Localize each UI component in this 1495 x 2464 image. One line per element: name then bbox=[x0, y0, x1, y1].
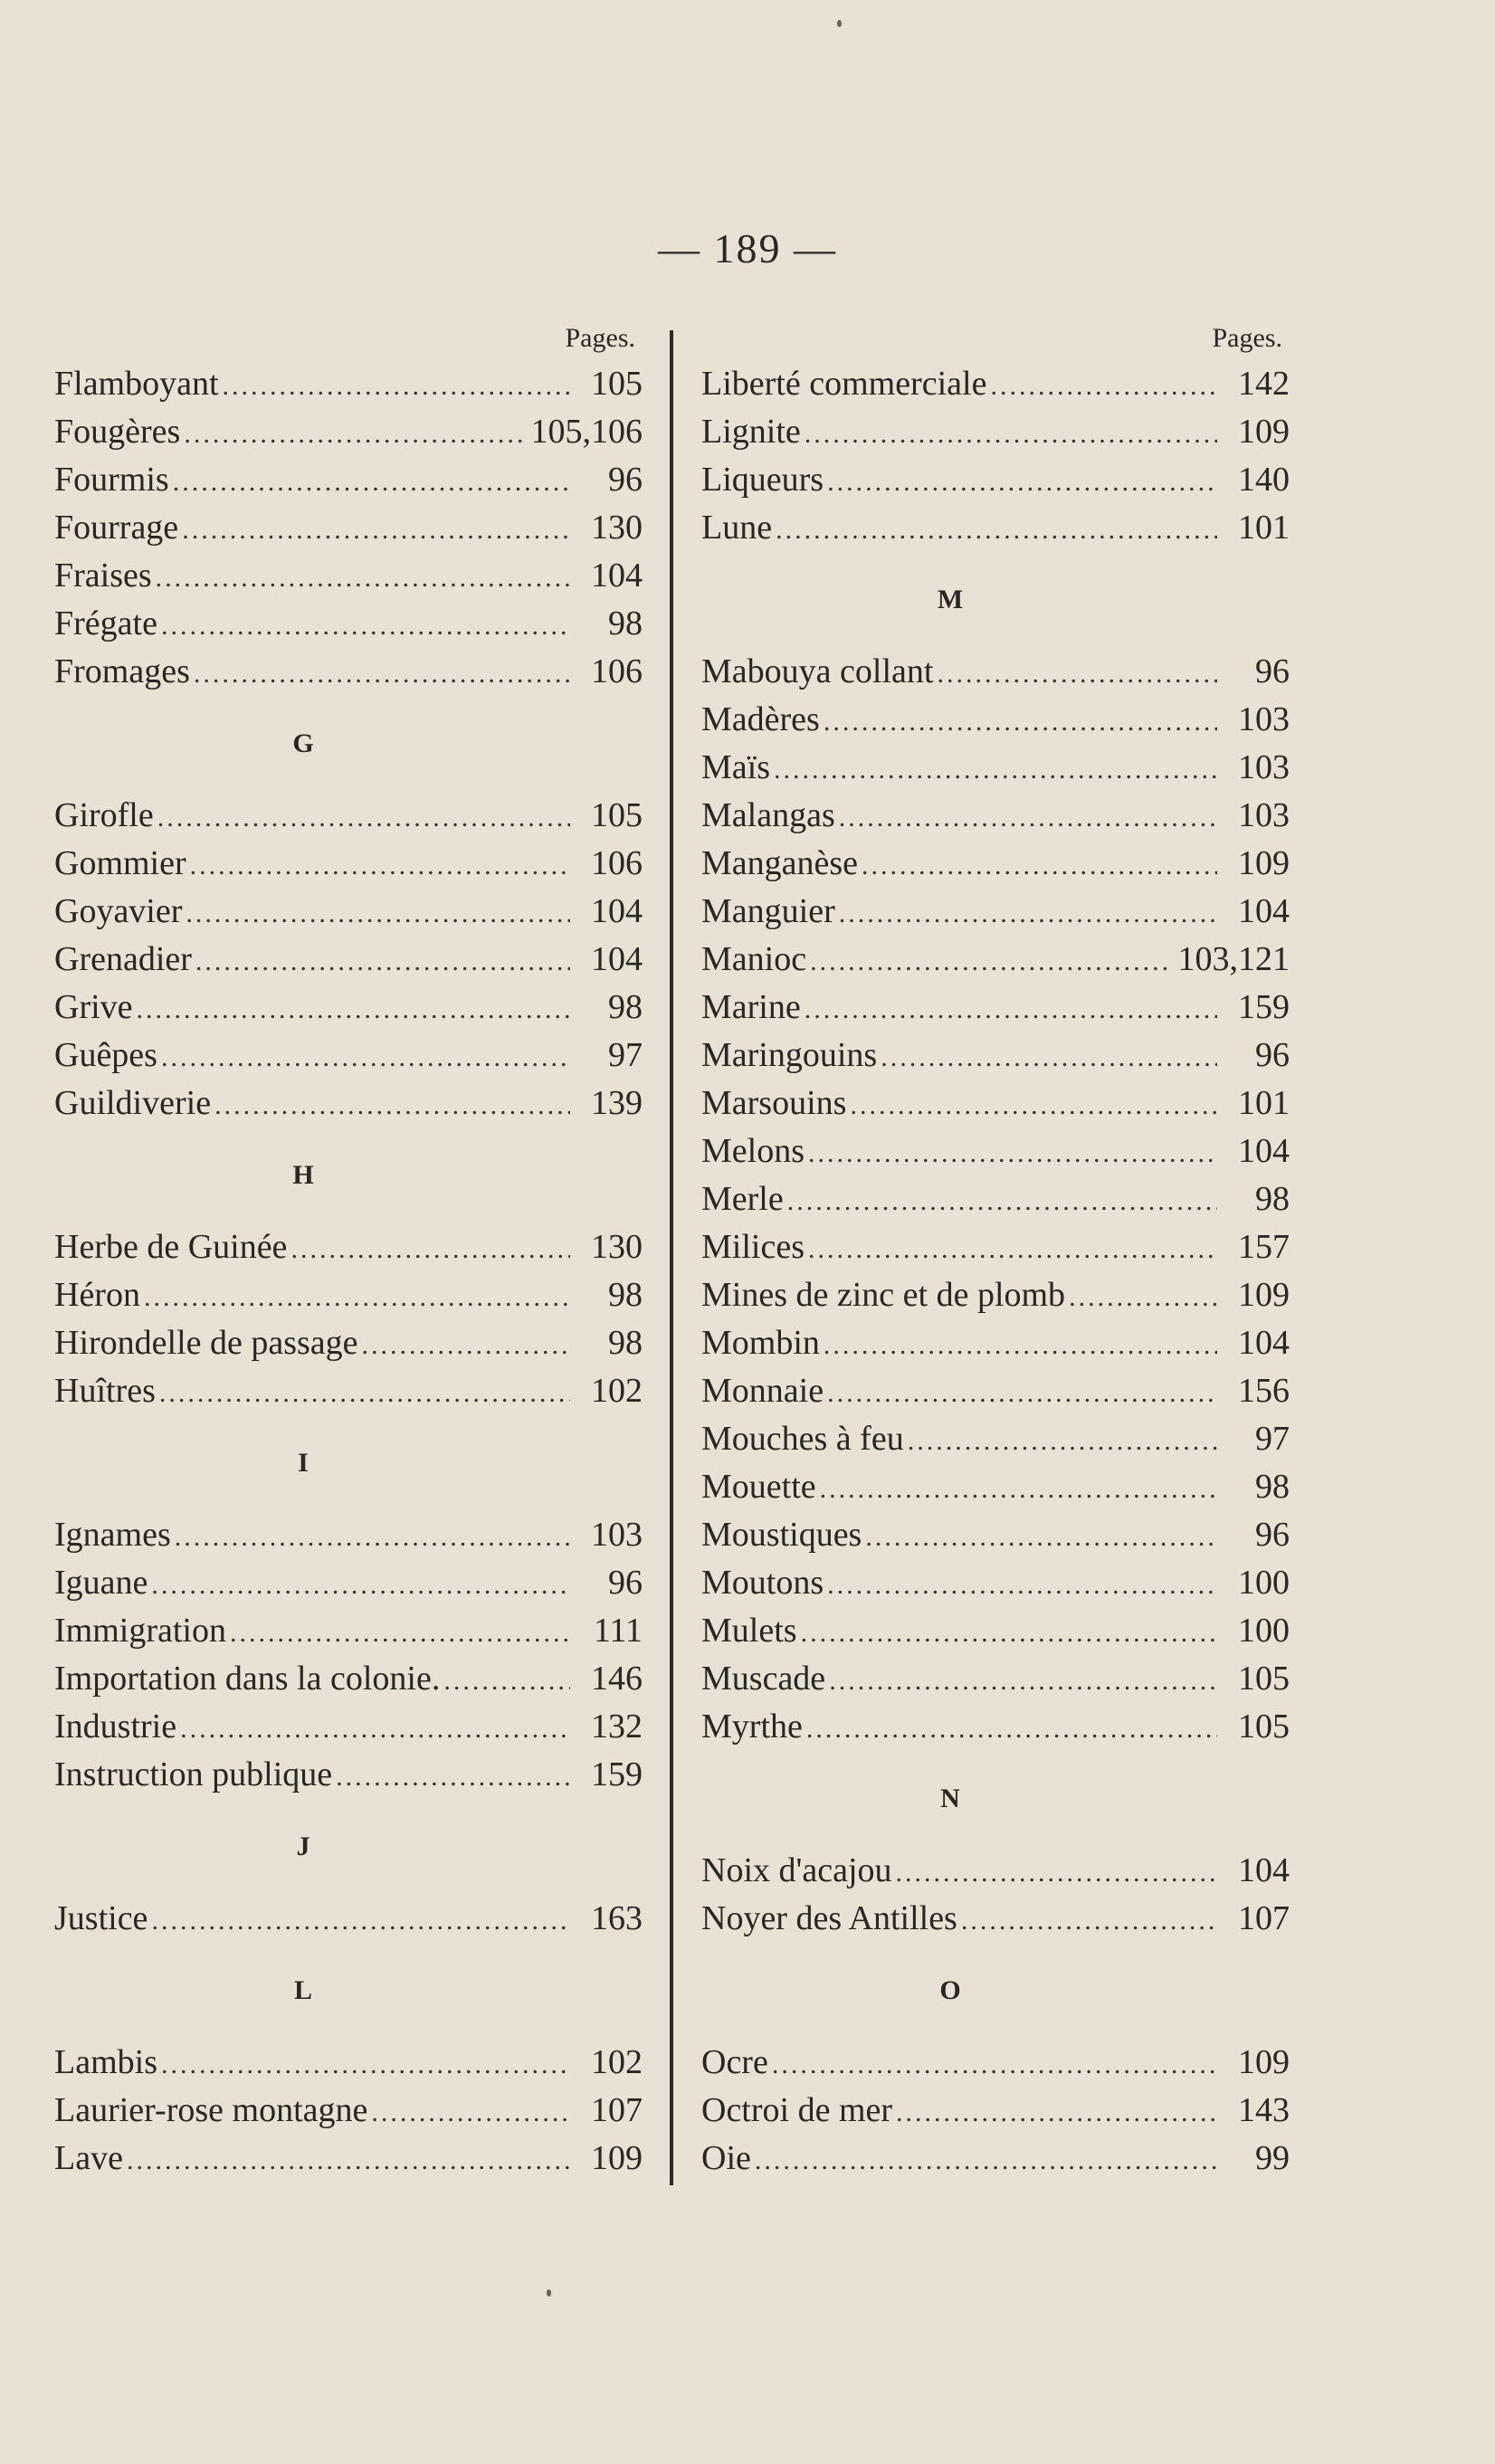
entry-pages: 139 bbox=[591, 1084, 643, 1122]
entry-term: Herbe de Guinée bbox=[54, 1228, 288, 1266]
entry-term: Lave bbox=[54, 2139, 123, 2177]
entry-term: Marine bbox=[701, 988, 801, 1026]
dot-leader bbox=[755, 2136, 1217, 2183]
dot-leader bbox=[161, 1033, 570, 1080]
entry-pages: 102 bbox=[591, 1372, 643, 1410]
index-entry bbox=[54, 552, 643, 600]
index-entry bbox=[701, 360, 1290, 408]
section-letter: J bbox=[296, 1831, 310, 1861]
entry-term: Liberté commerciale bbox=[701, 365, 987, 403]
entry-pages: 146 bbox=[591, 1660, 643, 1698]
index-entry bbox=[54, 1511, 643, 1559]
index-column-left bbox=[54, 317, 643, 2183]
index-entry bbox=[701, 1127, 1290, 1175]
entry-term: Guildiverie bbox=[54, 1084, 212, 1122]
index-entry bbox=[54, 888, 643, 936]
entry-term: Noix d'acajou bbox=[701, 1851, 892, 1889]
index-entry bbox=[701, 1559, 1290, 1607]
entry-term: Fougères bbox=[54, 413, 181, 451]
index-entry bbox=[54, 1032, 643, 1080]
index-entry bbox=[54, 1367, 643, 1415]
index-entry bbox=[54, 984, 643, 1032]
entry-term: Flamboyant bbox=[54, 365, 219, 403]
index-entry bbox=[701, 456, 1290, 504]
index-entry bbox=[54, 504, 643, 552]
dot-leader bbox=[186, 890, 570, 936]
entry-term: Moustiques bbox=[701, 1516, 862, 1554]
entry-pages: 142 bbox=[1238, 365, 1290, 403]
section-letter: M bbox=[937, 585, 964, 614]
entry-pages: 97 bbox=[608, 1036, 643, 1074]
entry-pages: 102 bbox=[591, 2043, 643, 2081]
entry-term: Mombin bbox=[701, 1324, 820, 1362]
index-entry bbox=[54, 408, 643, 456]
index-entry bbox=[701, 1703, 1290, 1751]
dot-leader bbox=[195, 937, 570, 984]
entry-term: Héron bbox=[54, 1276, 140, 1314]
entry-pages: 105,106 bbox=[530, 413, 643, 451]
entry-term: Frégate bbox=[54, 604, 157, 642]
dot-leader bbox=[173, 458, 570, 504]
entry-term: Liqueurs bbox=[701, 461, 824, 499]
entry-term: Manganèse bbox=[701, 844, 859, 882]
entry-term: Girofle bbox=[54, 796, 154, 834]
entry-term: Fourmis bbox=[54, 461, 169, 499]
dot-leader bbox=[137, 985, 570, 1032]
index-entry bbox=[54, 1271, 643, 1319]
dot-leader bbox=[896, 2088, 1217, 2135]
dot-leader bbox=[443, 1657, 570, 1703]
index-entry bbox=[701, 1319, 1290, 1367]
dot-leader bbox=[161, 602, 570, 648]
entry-pages: 156 bbox=[1238, 1372, 1290, 1410]
paper-speck bbox=[547, 2289, 551, 2297]
entry-term: Octroi de mer bbox=[701, 2091, 893, 2129]
dot-leader bbox=[881, 1033, 1217, 1080]
dot-leader bbox=[829, 1657, 1217, 1703]
dot-leader bbox=[175, 1513, 570, 1559]
index-entry bbox=[54, 1703, 643, 1751]
dot-leader bbox=[865, 1513, 1217, 1559]
entry-term: Importation dans la colonie. bbox=[54, 1660, 441, 1698]
entry-pages: 105 bbox=[1238, 1708, 1290, 1746]
index-entry bbox=[54, 2135, 643, 2183]
index-entry bbox=[701, 1511, 1290, 1559]
index-entry bbox=[54, 840, 643, 888]
index-entry bbox=[701, 504, 1290, 552]
entry-pages: 98 bbox=[608, 1324, 643, 1362]
entry-term: Laurier-rose montagne bbox=[54, 2091, 368, 2129]
dot-leader bbox=[184, 410, 521, 456]
entry-term: Justice bbox=[54, 1899, 148, 1937]
index-entry bbox=[54, 2087, 643, 2135]
entry-term: Lune bbox=[701, 509, 773, 547]
entry-pages: 159 bbox=[591, 1755, 643, 1793]
entry-term: Monnaie bbox=[701, 1372, 824, 1410]
section-letter: I bbox=[298, 1448, 309, 1478]
dot-leader bbox=[230, 1609, 570, 1655]
entry-pages: 103 bbox=[591, 1516, 643, 1554]
entry-pages: 96 bbox=[608, 1564, 643, 1602]
entry-term: Merle bbox=[701, 1180, 784, 1218]
index-entry bbox=[701, 1847, 1290, 1895]
entry-term: Mabouya collant bbox=[701, 652, 934, 690]
entry-pages: 106 bbox=[591, 652, 643, 690]
entry-term: Fromages bbox=[54, 652, 190, 690]
section-letter: G bbox=[292, 728, 314, 758]
section-letter: N bbox=[940, 1784, 960, 1813]
index-entry bbox=[54, 2039, 643, 2087]
dot-leader bbox=[774, 746, 1217, 792]
entry-pages: 96 bbox=[1255, 652, 1290, 690]
entry-pages: 109 bbox=[591, 2139, 643, 2177]
dot-leader bbox=[772, 2041, 1217, 2087]
dot-leader bbox=[820, 1465, 1217, 1511]
entry-term: Melons bbox=[701, 1132, 805, 1170]
dot-leader bbox=[824, 1321, 1217, 1367]
index-entry bbox=[701, 1367, 1290, 1415]
entry-pages: 130 bbox=[591, 1228, 643, 1266]
index-entry bbox=[701, 1895, 1290, 1943]
entry-pages: 103 bbox=[1238, 700, 1290, 738]
dot-leader bbox=[180, 1705, 570, 1751]
entry-term: Lambis bbox=[54, 2043, 157, 2081]
dot-leader bbox=[214, 1081, 570, 1127]
index-entry bbox=[54, 456, 643, 504]
index-entry bbox=[701, 744, 1290, 792]
dot-leader bbox=[787, 1177, 1217, 1223]
entry-pages: 98 bbox=[1255, 1468, 1290, 1506]
entry-pages: 163 bbox=[591, 1899, 643, 1937]
dot-leader bbox=[127, 2136, 570, 2183]
entry-pages: 101 bbox=[1238, 1084, 1290, 1122]
entry-term: Mouette bbox=[701, 1468, 816, 1506]
entry-term: Gommier bbox=[54, 844, 186, 882]
index-entry bbox=[54, 1319, 643, 1367]
index-entry bbox=[54, 1559, 643, 1607]
entry-term: Grive bbox=[54, 988, 133, 1026]
entry-pages: 96 bbox=[1255, 1036, 1290, 1074]
entry-term: Lignite bbox=[701, 413, 801, 451]
index-entry bbox=[701, 840, 1290, 888]
dot-leader bbox=[151, 1897, 570, 1943]
entry-term: Grenadier bbox=[54, 940, 192, 978]
index-entry bbox=[54, 600, 643, 648]
entry-term: Oie bbox=[701, 2139, 751, 2177]
index-entry bbox=[701, 1415, 1290, 1463]
entry-pages: 104 bbox=[591, 940, 643, 978]
dot-leader bbox=[144, 1273, 570, 1319]
entry-term: Mines de zinc et de plomb bbox=[701, 1276, 1066, 1314]
entry-pages: 109 bbox=[1238, 1276, 1290, 1314]
dot-leader bbox=[937, 650, 1217, 696]
entry-term: Madères bbox=[701, 700, 820, 738]
index-entry bbox=[54, 1655, 643, 1703]
index-entry bbox=[701, 408, 1290, 456]
entry-pages: 159 bbox=[1238, 988, 1290, 1026]
entry-pages: 104 bbox=[591, 557, 643, 595]
dot-leader bbox=[908, 1417, 1217, 1463]
index-entry bbox=[701, 1175, 1290, 1223]
index-entry bbox=[701, 1271, 1290, 1319]
entry-pages: 98 bbox=[1255, 1180, 1290, 1218]
entry-pages: 111 bbox=[593, 1612, 643, 1650]
entry-term: Hirondelle de passage bbox=[54, 1324, 358, 1362]
entry-term: Milices bbox=[701, 1228, 805, 1266]
dot-leader bbox=[827, 1561, 1217, 1607]
entry-term: Industrie bbox=[54, 1708, 177, 1746]
dot-leader bbox=[290, 1225, 570, 1271]
dot-leader bbox=[808, 1225, 1217, 1271]
entry-pages: 104 bbox=[1238, 1851, 1290, 1889]
index-entry bbox=[54, 1751, 643, 1799]
dot-leader bbox=[190, 842, 570, 888]
entry-term: Immigration bbox=[54, 1612, 226, 1650]
entry-term: Ignames bbox=[54, 1516, 171, 1554]
dot-leader bbox=[182, 506, 570, 552]
entry-term: Manguier bbox=[701, 892, 835, 930]
entry-term: Noyer des Antilles bbox=[701, 1899, 957, 1937]
entry-term: Mouches à feu bbox=[701, 1420, 904, 1458]
entry-term: Maringouins bbox=[701, 1036, 878, 1074]
entry-term: Fourrage bbox=[54, 509, 179, 547]
dot-leader bbox=[808, 1129, 1217, 1175]
entry-term: Fraises bbox=[54, 557, 152, 595]
dot-leader bbox=[801, 1609, 1217, 1655]
index-entry bbox=[701, 2039, 1290, 2087]
dot-leader bbox=[161, 2041, 570, 2087]
entry-pages: 100 bbox=[1238, 1612, 1290, 1650]
entry-term: Manioc bbox=[701, 940, 807, 978]
dot-leader bbox=[776, 506, 1217, 552]
dot-leader bbox=[805, 410, 1217, 456]
entry-term: Marsouins bbox=[701, 1084, 847, 1122]
pages-header-left: Pages. bbox=[565, 323, 635, 353]
index-entry bbox=[701, 984, 1290, 1032]
index-entry bbox=[701, 648, 1290, 696]
entry-pages: 130 bbox=[591, 509, 643, 547]
index-entry bbox=[701, 1223, 1290, 1271]
entry-term: Myrthe bbox=[701, 1708, 803, 1746]
index-entry bbox=[701, 1655, 1290, 1703]
dot-leader bbox=[839, 794, 1217, 840]
entry-term: Huîtres bbox=[54, 1372, 156, 1410]
entry-term: Guêpes bbox=[54, 1036, 157, 1074]
dot-leader bbox=[805, 985, 1217, 1032]
entry-pages: 106 bbox=[591, 844, 643, 882]
entry-term: Goyavier bbox=[54, 892, 183, 930]
entry-pages: 96 bbox=[1255, 1516, 1290, 1554]
dot-leader bbox=[806, 1705, 1217, 1751]
dot-leader bbox=[896, 1849, 1217, 1895]
entry-term: Instruction publique bbox=[54, 1755, 333, 1793]
entry-term: Ocre bbox=[701, 2043, 768, 2081]
entry-pages: 132 bbox=[591, 1708, 643, 1746]
index-entry bbox=[54, 1080, 643, 1127]
index-entry bbox=[54, 1223, 643, 1271]
index-entry bbox=[54, 648, 643, 696]
dot-leader bbox=[194, 650, 570, 696]
dot-leader bbox=[862, 842, 1217, 888]
dot-leader bbox=[990, 362, 1217, 408]
entry-pages: 98 bbox=[608, 604, 643, 642]
dot-leader bbox=[157, 794, 570, 840]
entry-pages: 98 bbox=[608, 988, 643, 1026]
entry-term: Malangas bbox=[701, 796, 835, 834]
dot-leader bbox=[827, 1369, 1217, 1415]
index-entry bbox=[54, 792, 643, 840]
entry-term: Mulets bbox=[701, 1612, 797, 1650]
entry-pages: 98 bbox=[608, 1276, 643, 1314]
entry-pages: 103,121 bbox=[1177, 940, 1290, 978]
dot-leader bbox=[961, 1897, 1217, 1943]
index-entry bbox=[701, 936, 1290, 984]
entry-pages: 109 bbox=[1238, 413, 1290, 451]
dot-leader bbox=[839, 890, 1217, 936]
entry-pages: 107 bbox=[591, 2091, 643, 2129]
pages-header-right: Pages. bbox=[1212, 323, 1282, 353]
entry-pages: 105 bbox=[591, 796, 643, 834]
index-entry bbox=[701, 1463, 1290, 1511]
index-entry bbox=[701, 792, 1290, 840]
entry-term: Muscade bbox=[701, 1660, 826, 1698]
dot-leader bbox=[850, 1081, 1217, 1127]
index-entry bbox=[701, 2087, 1290, 2135]
entry-pages: 105 bbox=[1238, 1660, 1290, 1698]
dot-leader bbox=[824, 698, 1217, 744]
entry-term: Moutons bbox=[701, 1564, 824, 1602]
dot-leader bbox=[336, 1753, 570, 1799]
entry-term: Maïs bbox=[701, 748, 770, 786]
entry-pages: 109 bbox=[1238, 2043, 1290, 2081]
entry-pages: 109 bbox=[1238, 844, 1290, 882]
entry-pages: 103 bbox=[1238, 796, 1290, 834]
index-entry bbox=[701, 1080, 1290, 1127]
section-letter: H bbox=[292, 1160, 314, 1190]
index-entry bbox=[701, 1607, 1290, 1655]
entry-pages: 105 bbox=[591, 365, 643, 403]
dot-leader bbox=[810, 937, 1168, 984]
index-column-right bbox=[701, 317, 1290, 2183]
index-entry bbox=[54, 936, 643, 984]
entry-pages: 157 bbox=[1238, 1228, 1290, 1266]
paper-speck bbox=[837, 20, 842, 27]
entry-pages: 99 bbox=[1255, 2139, 1290, 2177]
index-entry bbox=[54, 360, 643, 408]
entry-pages: 103 bbox=[1238, 748, 1290, 786]
index-entry bbox=[701, 1032, 1290, 1080]
entry-pages: 97 bbox=[1255, 1420, 1290, 1458]
entry-pages: 140 bbox=[1238, 461, 1290, 499]
entry-pages: 104 bbox=[1238, 1324, 1290, 1362]
entry-pages: 104 bbox=[1238, 892, 1290, 930]
entry-pages: 96 bbox=[608, 461, 643, 499]
entry-pages: 100 bbox=[1238, 1564, 1290, 1602]
dot-leader bbox=[827, 458, 1217, 504]
dot-leader bbox=[159, 1369, 570, 1415]
dot-leader bbox=[151, 1561, 570, 1607]
entry-pages: 143 bbox=[1238, 2091, 1290, 2129]
section-letter: O bbox=[939, 1975, 961, 2005]
index-entry bbox=[701, 696, 1290, 744]
dot-leader bbox=[156, 554, 570, 600]
dot-leader bbox=[362, 1321, 570, 1367]
dot-leader bbox=[371, 2088, 570, 2135]
index-entry bbox=[701, 888, 1290, 936]
column-divider bbox=[670, 330, 673, 2185]
entry-pages: 104 bbox=[1238, 1132, 1290, 1170]
dot-leader bbox=[223, 362, 570, 408]
entry-pages: 107 bbox=[1238, 1899, 1290, 1937]
entry-term: Iguane bbox=[54, 1564, 148, 1602]
section-letter: L bbox=[293, 1975, 312, 2005]
index-entry bbox=[54, 1607, 643, 1655]
dot-leader bbox=[1069, 1273, 1217, 1319]
index-entry bbox=[701, 2135, 1290, 2183]
page-number: — 189 — bbox=[658, 225, 837, 271]
entry-pages: 101 bbox=[1238, 509, 1290, 547]
index-entry bbox=[54, 1895, 643, 1943]
entry-pages: 104 bbox=[591, 892, 643, 930]
